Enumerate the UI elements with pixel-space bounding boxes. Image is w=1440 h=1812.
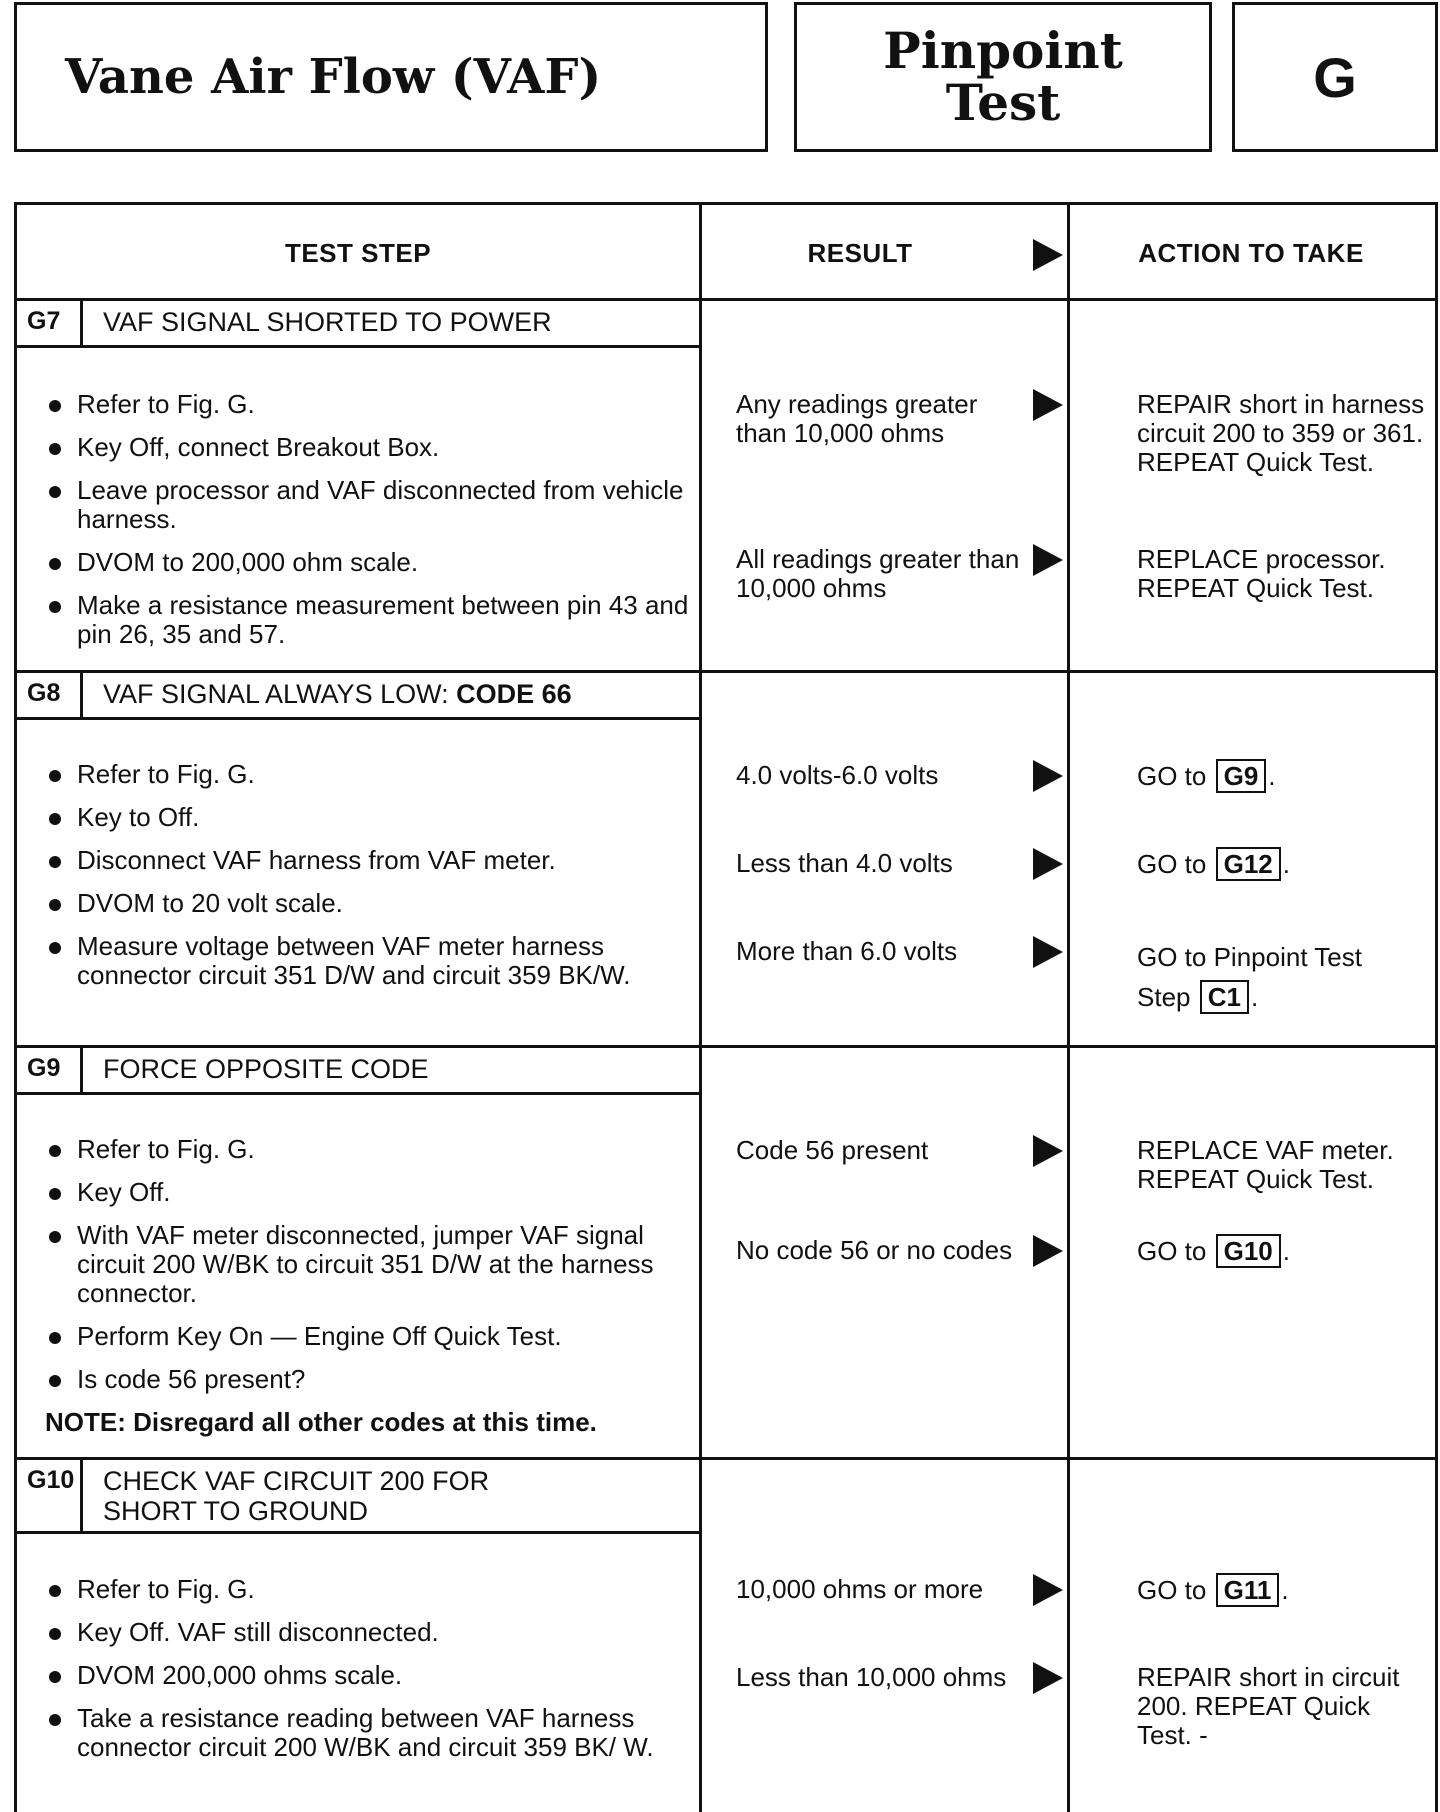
- step-header: [17, 1460, 702, 1534]
- result-text: 10,000 ohms or more: [736, 1574, 984, 1604]
- step-section-g10: [17, 1460, 1435, 1812]
- step-reference-box: G9: [1216, 759, 1267, 793]
- step-title-code: CODE 66: [456, 679, 572, 709]
- instruction-item: Measure voltage between VAF meter harness connector circuit 351 D/W and circuit 359 BK/W.: [45, 932, 695, 990]
- result-arrow-icon: [1033, 1135, 1063, 1167]
- action-prefix: GO to Pinpoint Test: [1137, 942, 1362, 972]
- action-text: [1137, 1234, 1427, 1268]
- action-suffix: .: [1282, 1236, 1290, 1266]
- step-title: FORCE OPPOSITE CODE: [103, 1054, 429, 1084]
- instruction-item: With VAF meter disconnected, jumper VAF signal circuit 200 W/BK to circuit 351 D/W at the harness connector.: [45, 1221, 695, 1308]
- step-instructions: [45, 760, 695, 1004]
- step-id: G10: [17, 1460, 83, 1531]
- result-text: Code 56 present: [736, 1135, 929, 1165]
- pinpoint-label-line1: Pinpoint: [883, 21, 1123, 80]
- action-text: [1137, 1573, 1427, 1607]
- result-text: Less than 4.0 volts: [736, 848, 953, 878]
- step-reference-box: G12: [1216, 847, 1281, 881]
- action-suffix: .: [1250, 982, 1259, 1012]
- result-arrow-icon: [1033, 1235, 1063, 1267]
- action-suffix: .: [1282, 849, 1290, 879]
- result-arrow-icon: [1033, 1574, 1063, 1606]
- action-suffix: .: [1268, 761, 1276, 791]
- header-arrow-icon: [1033, 239, 1063, 271]
- document-title-box: [14, 2, 768, 152]
- result-arrow-icon: [1033, 389, 1063, 421]
- instruction-item: Refer to Fig. G.: [45, 1575, 695, 1604]
- step-id: G7: [17, 301, 83, 345]
- action-text: REPAIR short in harness circuit 200 to 359 or 361. REPEAT Quick Test.: [1137, 389, 1425, 477]
- step-header: [17, 301, 702, 348]
- result-text: 4.0 volts-6.0 volts: [736, 760, 939, 790]
- pinpoint-table: [14, 202, 1438, 1812]
- step-reference-box: C1: [1200, 980, 1249, 1014]
- pinpoint-test-box: [794, 2, 1212, 152]
- step-reference-box: G10: [1216, 1234, 1281, 1268]
- action-text: REPAIR short in circuit 200. REPEAT Quick Test. -: [1137, 1662, 1400, 1750]
- instruction-item: DVOM to 20 volt scale.: [45, 889, 695, 918]
- instruction-item: Disconnect VAF harness from VAF meter.: [45, 846, 695, 875]
- action-text: [1137, 937, 1427, 1017]
- step-instructions: [45, 1135, 695, 1437]
- result-text: Any readings greater than 10,000 ohms: [736, 389, 978, 448]
- action-prefix: GO to: [1137, 1575, 1207, 1605]
- pinpoint-label-line2: Test: [945, 73, 1061, 132]
- action-suffix: .: [1281, 1575, 1289, 1605]
- step-section-g8: [17, 673, 1435, 1048]
- result-text: More than 6.0 volts: [736, 936, 958, 966]
- test-letter: G: [1313, 45, 1357, 109]
- instruction-item: Key to Off.: [45, 803, 695, 832]
- instruction-item: Refer to Fig. G.: [45, 1135, 695, 1164]
- action-text: REPLACE VAF meter. REPEAT Quick Test.: [1137, 1135, 1394, 1194]
- result-arrow-icon: [1033, 936, 1063, 968]
- result-text: All readings greater than 10,000 ohms: [736, 544, 1020, 603]
- step-id: G8: [17, 673, 83, 717]
- result-arrow-icon: [1033, 544, 1063, 576]
- instruction-item: DVOM to 200,000 ohm scale.: [45, 548, 695, 577]
- instruction-item: Leave processor and VAF disconnected from vehicle harness.: [45, 476, 695, 534]
- result-arrow-icon: [1033, 760, 1063, 792]
- step-title-text: VAF SIGNAL ALWAYS LOW:: [103, 679, 457, 709]
- step-title: VAF SIGNAL SHORTED TO POWER: [103, 307, 552, 337]
- action-text: REPLACE processor. REPEAT Quick Test.: [1137, 544, 1386, 603]
- action-text: [1137, 759, 1427, 793]
- action-prefix: GO to: [1137, 849, 1207, 879]
- action-prefix: GO to: [1137, 761, 1207, 791]
- action-prefix: GO to: [1137, 1236, 1207, 1266]
- action-text: [1137, 847, 1427, 881]
- step-header: [17, 1048, 702, 1095]
- instruction-item: Is code 56 present?: [45, 1365, 695, 1394]
- step-note: NOTE: Disregard all other codes at this time.: [45, 1407, 597, 1437]
- instruction-item: Make a resistance measurement between pin 43 and pin 26, 35 and 57.: [45, 591, 695, 649]
- column-header-action: ACTION TO TAKE: [1138, 237, 1364, 268]
- step-instructions: [45, 1575, 695, 1776]
- instruction-item: Key Off.: [45, 1178, 695, 1207]
- result-text: Less than 10,000 ohms: [736, 1662, 1007, 1692]
- column-header-result: RESULT: [807, 237, 913, 268]
- result-text: No code 56 or no codes: [736, 1235, 1013, 1265]
- instruction-item: DVOM 200,000 ohms scale.: [45, 1661, 695, 1690]
- column-header-test-step: TEST STEP: [284, 237, 432, 268]
- document-title: Vane Air Flow (VAF): [65, 49, 602, 105]
- step-title: [83, 673, 572, 717]
- step-instructions: [45, 390, 695, 663]
- instruction-item: Key Off, connect Breakout Box.: [45, 433, 695, 462]
- step-title: CHECK VAF CIRCUIT 200 FOR SHORT TO GROUND: [103, 1466, 490, 1526]
- action-prefix: Step: [1137, 982, 1191, 1012]
- step-reference-box: G11: [1216, 1573, 1280, 1607]
- step-section-g9: [17, 1048, 1435, 1460]
- step-id: G9: [17, 1048, 83, 1092]
- instruction-item: Take a resistance reading between VAF harness connector circuit 200 W/BK and circuit 359 BK/ W.: [45, 1704, 695, 1762]
- result-arrow-icon: [1033, 848, 1063, 880]
- test-letter-box: [1232, 2, 1438, 152]
- step-header: [17, 673, 702, 720]
- instruction-item: Key Off. VAF still disconnected.: [45, 1618, 695, 1647]
- instruction-item: Refer to Fig. G.: [45, 390, 695, 419]
- result-arrow-icon: [1033, 1662, 1063, 1694]
- instruction-item: Perform Key On — Engine Off Quick Test.: [45, 1322, 695, 1351]
- step-section-g7: [17, 301, 1435, 673]
- instruction-item: Refer to Fig. G.: [45, 760, 695, 789]
